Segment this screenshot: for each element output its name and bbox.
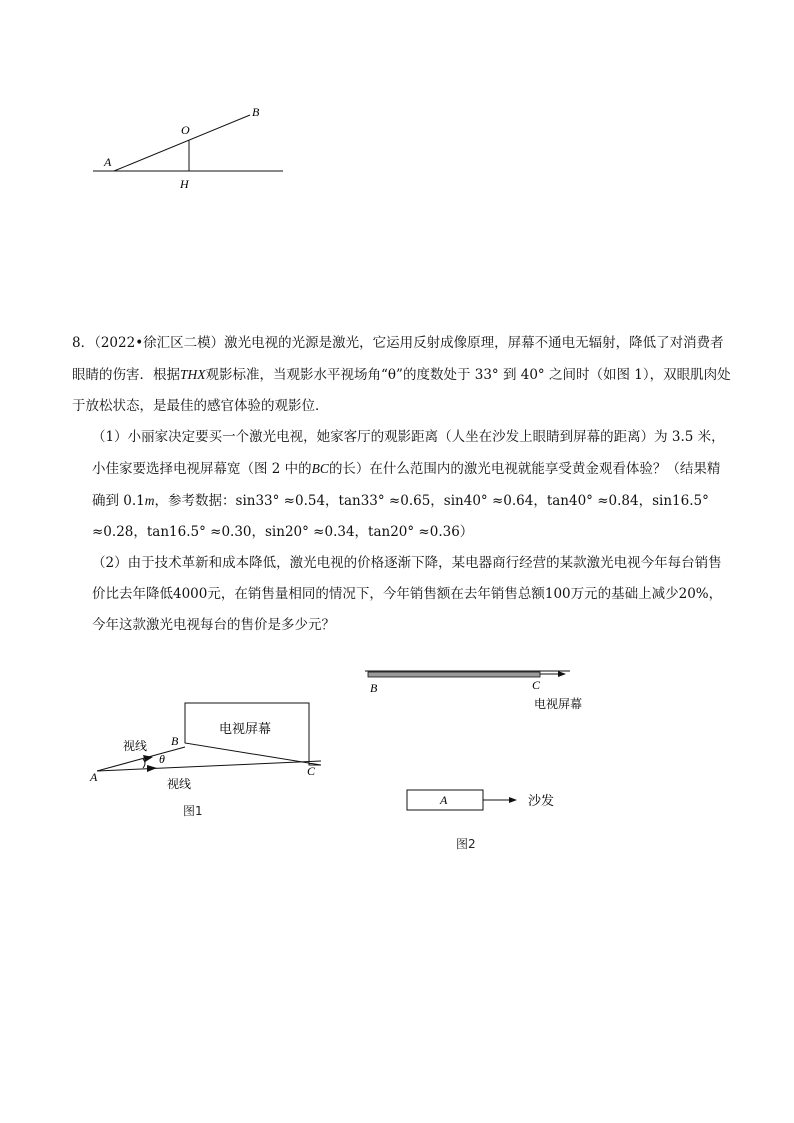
theta-label: θ [159, 752, 165, 766]
sofa-label: 沙发 [528, 793, 555, 808]
thx-term: THX [180, 367, 206, 382]
fig2-label-c: C [532, 678, 541, 692]
viewer-label-a: A [440, 793, 448, 807]
unit-m: m [144, 493, 155, 508]
sightline-bottom-label: 视线 [167, 777, 192, 791]
sofa-arrow-head [509, 797, 517, 803]
question-part-1 [72, 422, 732, 548]
bc-term: BC [311, 461, 329, 476]
problem-source: （2022•徐汇区二模） [94, 335, 225, 351]
question-part-2: （2）由于技术革新和成本降低，激光电视的价格逐渐下降，某电器商行经营的某款激光电视今年每台销售价比去年降低4000元，在销售量相同的情况下，今年销售额在去年销售总额100万元的基础上减少20%，今年这款激光电视每台的售价是多少元？ [92, 555, 723, 633]
label-o: O [181, 123, 190, 137]
fig2-label-b: B [370, 681, 378, 695]
figure-2-caption: 图2 [456, 837, 476, 851]
fig1-label-c: C [307, 764, 316, 778]
fig1-label-b: B [171, 734, 179, 748]
screen-bar [368, 672, 540, 677]
problem-8 [72, 328, 732, 641]
problem-number: 8． [72, 335, 95, 351]
fig2-screen-label: 电视屏幕 [534, 697, 583, 711]
arrow-ac [147, 765, 157, 772]
label-b: B [252, 105, 260, 119]
label-a: A [104, 155, 112, 169]
problem-stem-part1: 激光电视的光源是激光，它运用反射成像原理，屏幕不通电无辐射，降低了对消费者眼睛的伤害．根据 [72, 335, 724, 383]
part1-text-c: ，参考数据：sin33° ≈0.54，tan33° ≈0.65，sin40° ≈0.64，tan40° ≈0.84，sin16.5° ≈0.28，tan16.5° ≈0.30，sin20° ≈0.34，tan20° ≈0.36） [92, 493, 709, 540]
part1-text-a: （1）小丽家决定要买一个激光电视，她家客厅的观影距离（人坐在沙发上眼睛到屏幕的距离）为 3.5 米，小佳家要选择电视屏幕宽（图 2 中的 [92, 429, 725, 477]
fig1-label-a: A [90, 770, 98, 784]
part1-text-b: 的长）在什么范围内的激光电视就能享受黄金观看体验？（结果精确到 0.1 [92, 461, 721, 509]
label-h: H [180, 177, 189, 191]
screen-arrow-head [558, 671, 566, 677]
sightline-top-label: 视线 [123, 739, 148, 753]
sightline-ac [97, 761, 321, 771]
screen-label: 电视屏幕 [219, 721, 272, 736]
top-geometry-figure [88, 100, 298, 195]
problem-stem [72, 328, 732, 422]
figure-1 [85, 695, 325, 795]
figure-1-caption: 图1 [183, 804, 203, 818]
problem-stem-part2: 观影标准，当观影水平视场角“θ”的度数处于 33° 到 40° 之间时（如图 1），双眼肌肉处于放松状态，是最佳的感官体验的观影位． [72, 367, 731, 414]
figure-2 [360, 662, 590, 822]
